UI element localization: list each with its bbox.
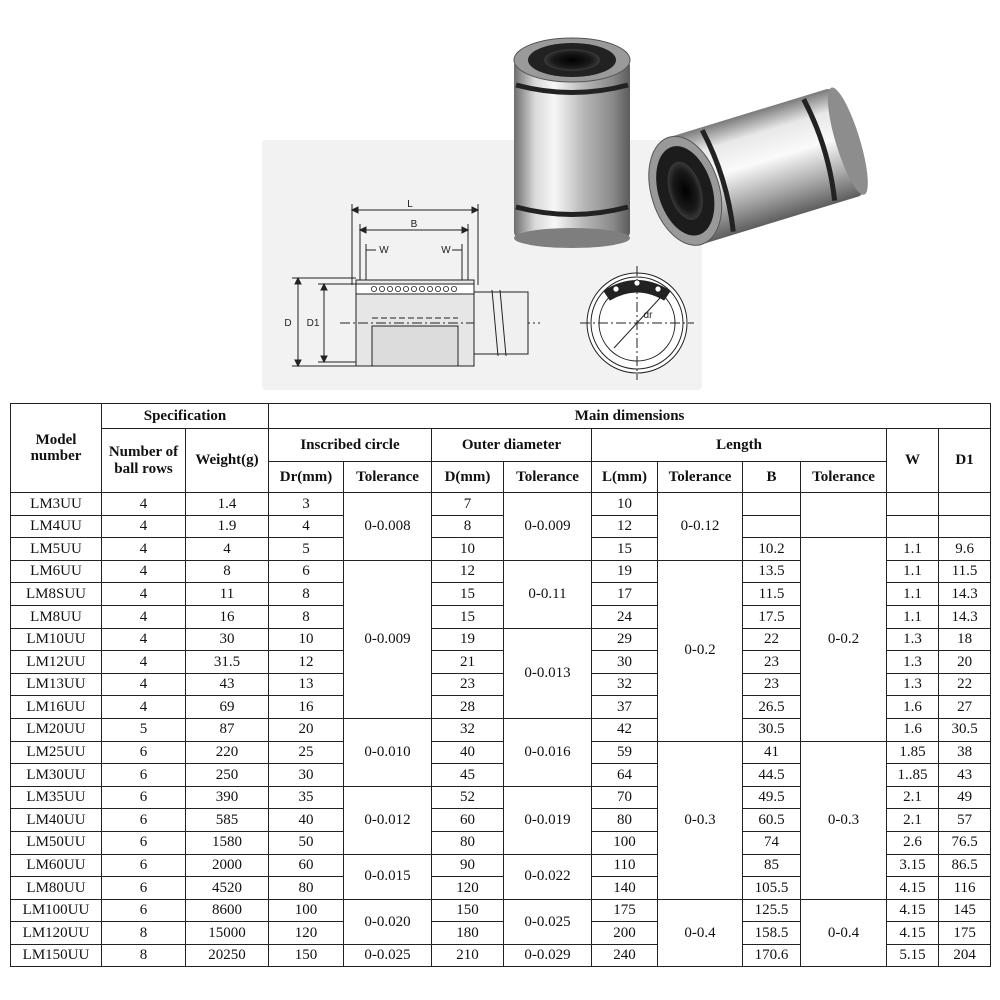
dim-label-w-right: W bbox=[441, 245, 451, 256]
cell-d-tolerance: 0-0.022 bbox=[504, 854, 592, 899]
cell-ball-rows: 6 bbox=[102, 854, 186, 877]
cell-model: LM4UU bbox=[11, 515, 102, 538]
cell-dr: 120 bbox=[269, 922, 344, 945]
cell-l: 200 bbox=[592, 922, 658, 945]
cell-l: 100 bbox=[592, 831, 658, 854]
cell-model: LM50UU bbox=[11, 831, 102, 854]
cell-l: 140 bbox=[592, 877, 658, 900]
cell-dr: 12 bbox=[269, 651, 344, 674]
cell-model: LM3UU bbox=[11, 493, 102, 516]
cell-w bbox=[887, 493, 939, 516]
cell-weight: 585 bbox=[186, 809, 269, 832]
cell-ball-rows: 6 bbox=[102, 899, 186, 922]
cell-l: 30 bbox=[592, 651, 658, 674]
cell-model: LM8SUU bbox=[11, 583, 102, 606]
cell-w: 1.1 bbox=[887, 538, 939, 561]
cell-model: LM150UU bbox=[11, 944, 102, 967]
cell-ball-rows: 4 bbox=[102, 673, 186, 696]
cell-d-tolerance: 0-0.009 bbox=[504, 493, 592, 561]
cell-d1: 175 bbox=[939, 922, 991, 945]
cell-d: 150 bbox=[432, 899, 504, 922]
cell-dr: 5 bbox=[269, 538, 344, 561]
cell-dr: 8 bbox=[269, 605, 344, 628]
product-illustration bbox=[0, 0, 1000, 400]
cell-dr: 150 bbox=[269, 944, 344, 967]
cell-d1 bbox=[939, 493, 991, 516]
cell-b: 158.5 bbox=[743, 922, 801, 945]
cell-l-tolerance: 0-0.3 bbox=[658, 741, 743, 899]
cell-d: 23 bbox=[432, 673, 504, 696]
cell-weight: 220 bbox=[186, 741, 269, 764]
cell-d: 180 bbox=[432, 922, 504, 945]
cell-l: 42 bbox=[592, 718, 658, 741]
cell-d: 80 bbox=[432, 831, 504, 854]
cell-d-tolerance: 0-0.11 bbox=[504, 560, 592, 628]
cell-d1: 9.6 bbox=[939, 538, 991, 561]
cell-dr: 6 bbox=[269, 560, 344, 583]
table-row bbox=[11, 899, 991, 922]
cell-b-tolerance: 0-0.3 bbox=[801, 741, 887, 899]
cell-weight: 250 bbox=[186, 764, 269, 787]
cell-b-tolerance: 0-0.4 bbox=[801, 899, 887, 967]
header-b: B bbox=[743, 462, 801, 493]
cell-dr: 50 bbox=[269, 831, 344, 854]
cell-model: LM16UU bbox=[11, 696, 102, 719]
cell-ball-rows: 4 bbox=[102, 560, 186, 583]
cell-d: 15 bbox=[432, 583, 504, 606]
cell-ball-rows: 6 bbox=[102, 877, 186, 900]
cell-dr: 8 bbox=[269, 583, 344, 606]
cell-d1: 76.5 bbox=[939, 831, 991, 854]
header-ball-rows: Number of ball rows bbox=[102, 429, 186, 493]
cell-model: LM40UU bbox=[11, 809, 102, 832]
cell-ball-rows: 4 bbox=[102, 493, 186, 516]
cell-b: 41 bbox=[743, 741, 801, 764]
cell-ball-rows: 6 bbox=[102, 809, 186, 832]
cell-weight: 390 bbox=[186, 786, 269, 809]
cell-d: 21 bbox=[432, 651, 504, 674]
cell-w: 4.15 bbox=[887, 899, 939, 922]
dim-label-w-left: W bbox=[379, 245, 389, 256]
cell-model: LM8UU bbox=[11, 605, 102, 628]
cell-w: 1.1 bbox=[887, 560, 939, 583]
spec-table bbox=[10, 403, 991, 967]
cell-b: 44.5 bbox=[743, 764, 801, 787]
cell-weight: 1.9 bbox=[186, 515, 269, 538]
cell-d1: 86.5 bbox=[939, 854, 991, 877]
cell-l-tolerance: 0-0.4 bbox=[658, 899, 743, 967]
cell-dr-tolerance: 0-0.009 bbox=[344, 560, 432, 718]
cell-b: 49.5 bbox=[743, 786, 801, 809]
cell-dr: 20 bbox=[269, 718, 344, 741]
cell-l: 70 bbox=[592, 786, 658, 809]
cell-d1: 18 bbox=[939, 628, 991, 651]
cell-w: 1.3 bbox=[887, 673, 939, 696]
cell-d-tolerance: 0-0.013 bbox=[504, 628, 592, 718]
cell-d1: 20 bbox=[939, 651, 991, 674]
cell-d: 60 bbox=[432, 809, 504, 832]
cell-dr: 10 bbox=[269, 628, 344, 651]
cell-d: 210 bbox=[432, 944, 504, 967]
cell-l: 10 bbox=[592, 493, 658, 516]
cell-dr: 16 bbox=[269, 696, 344, 719]
cell-d1: 30.5 bbox=[939, 718, 991, 741]
header-model-number: Model number bbox=[11, 404, 102, 493]
cell-model: LM5UU bbox=[11, 538, 102, 561]
cell-b-tolerance: 0-0.2 bbox=[801, 538, 887, 741]
cell-ball-rows: 4 bbox=[102, 583, 186, 606]
cell-b: 23 bbox=[743, 673, 801, 696]
cell-d: 32 bbox=[432, 718, 504, 741]
cell-ball-rows: 4 bbox=[102, 515, 186, 538]
cell-weight: 8600 bbox=[186, 899, 269, 922]
cell-b: 26.5 bbox=[743, 696, 801, 719]
cell-ball-rows: 6 bbox=[102, 786, 186, 809]
cell-ball-rows: 4 bbox=[102, 696, 186, 719]
cell-d: 8 bbox=[432, 515, 504, 538]
cell-ball-rows: 6 bbox=[102, 764, 186, 787]
cell-model: LM35UU bbox=[11, 786, 102, 809]
cell-dr-tolerance: 0-0.020 bbox=[344, 899, 432, 944]
cell-dr: 40 bbox=[269, 809, 344, 832]
cell-b-tolerance bbox=[801, 493, 887, 538]
cell-dr: 3 bbox=[269, 493, 344, 516]
header-d1: D1 bbox=[939, 429, 991, 493]
cell-d1: 204 bbox=[939, 944, 991, 967]
header-dr-tolerance: Tolerance bbox=[344, 462, 432, 493]
cell-w: 1.6 bbox=[887, 718, 939, 741]
cell-l: 240 bbox=[592, 944, 658, 967]
cell-d: 40 bbox=[432, 741, 504, 764]
cell-dr: 4 bbox=[269, 515, 344, 538]
cell-b bbox=[743, 515, 801, 538]
cell-dr-tolerance: 0-0.010 bbox=[344, 718, 432, 786]
cell-d: 19 bbox=[432, 628, 504, 651]
cell-dr: 60 bbox=[269, 854, 344, 877]
cell-model: LM13UU bbox=[11, 673, 102, 696]
header-weight: Weight(g) bbox=[186, 429, 269, 493]
cell-w: 1.1 bbox=[887, 605, 939, 628]
cell-b bbox=[743, 493, 801, 516]
cell-model: LM20UU bbox=[11, 718, 102, 741]
cell-w: 2.1 bbox=[887, 786, 939, 809]
cell-dr: 25 bbox=[269, 741, 344, 764]
cell-d-tolerance: 0-0.029 bbox=[504, 944, 592, 967]
cell-d1: 27 bbox=[939, 696, 991, 719]
cell-d-tolerance: 0-0.016 bbox=[504, 718, 592, 786]
cell-model: LM25UU bbox=[11, 741, 102, 764]
cell-b: 22 bbox=[743, 628, 801, 651]
cell-d: 120 bbox=[432, 877, 504, 900]
cell-dr-tolerance: 0-0.012 bbox=[344, 786, 432, 854]
cell-d1: 14.3 bbox=[939, 583, 991, 606]
cell-l: 17 bbox=[592, 583, 658, 606]
cell-w: 1.85 bbox=[887, 741, 939, 764]
cell-dr: 35 bbox=[269, 786, 344, 809]
cell-b: 11.5 bbox=[743, 583, 801, 606]
cell-l: 15 bbox=[592, 538, 658, 561]
cell-ball-rows: 4 bbox=[102, 628, 186, 651]
cell-d1: 22 bbox=[939, 673, 991, 696]
cell-ball-rows: 6 bbox=[102, 831, 186, 854]
header-outer-diameter: Outer diameter bbox=[432, 429, 592, 462]
cell-w: 3.15 bbox=[887, 854, 939, 877]
cell-w: 1..85 bbox=[887, 764, 939, 787]
cell-d-tolerance: 0-0.025 bbox=[504, 899, 592, 944]
cell-ball-rows: 4 bbox=[102, 651, 186, 674]
dim-label-b: B bbox=[410, 219, 418, 230]
cell-weight: 43 bbox=[186, 673, 269, 696]
cell-model: LM6UU bbox=[11, 560, 102, 583]
cell-b: 85 bbox=[743, 854, 801, 877]
cell-model: LM30UU bbox=[11, 764, 102, 787]
header-d-tolerance: Tolerance bbox=[504, 462, 592, 493]
cell-weight: 11 bbox=[186, 583, 269, 606]
cell-b: 74 bbox=[743, 831, 801, 854]
cell-d1: 11.5 bbox=[939, 560, 991, 583]
cell-d1: 49 bbox=[939, 786, 991, 809]
dim-label-l: L bbox=[407, 199, 413, 210]
cell-d: 10 bbox=[432, 538, 504, 561]
header-main-dimensions: Main dimensions bbox=[269, 404, 991, 429]
cell-dr-tolerance: 0-0.025 bbox=[344, 944, 432, 967]
bearing-photo-upright bbox=[514, 38, 630, 248]
cell-b: 125.5 bbox=[743, 899, 801, 922]
cell-d1 bbox=[939, 515, 991, 538]
cell-l: 64 bbox=[592, 764, 658, 787]
cell-model: LM120UU bbox=[11, 922, 102, 945]
cell-model: LM100UU bbox=[11, 899, 102, 922]
dim-label-dr: dr bbox=[643, 310, 653, 321]
cell-d: 12 bbox=[432, 560, 504, 583]
cell-weight: 1.4 bbox=[186, 493, 269, 516]
dim-label-d1: D1 bbox=[306, 318, 320, 329]
cell-dr: 100 bbox=[269, 899, 344, 922]
spec-table-body bbox=[11, 493, 991, 967]
cell-w: 5.15 bbox=[887, 944, 939, 967]
cell-weight: 30 bbox=[186, 628, 269, 651]
cell-l: 59 bbox=[592, 741, 658, 764]
cell-l: 24 bbox=[592, 605, 658, 628]
cell-l: 29 bbox=[592, 628, 658, 651]
cell-w: 4.15 bbox=[887, 877, 939, 900]
cell-weight: 4520 bbox=[186, 877, 269, 900]
cell-w: 2.6 bbox=[887, 831, 939, 854]
header-length: Length bbox=[592, 429, 887, 462]
cell-d-tolerance: 0-0.019 bbox=[504, 786, 592, 854]
cell-b: 17.5 bbox=[743, 605, 801, 628]
cell-ball-rows: 6 bbox=[102, 741, 186, 764]
cell-d: 90 bbox=[432, 854, 504, 877]
cell-weight: 15000 bbox=[186, 922, 269, 945]
cell-weight: 2000 bbox=[186, 854, 269, 877]
cell-ball-rows: 8 bbox=[102, 944, 186, 967]
cell-d: 52 bbox=[432, 786, 504, 809]
cell-b: 30.5 bbox=[743, 718, 801, 741]
cell-b: 105.5 bbox=[743, 877, 801, 900]
cell-weight: 4 bbox=[186, 538, 269, 561]
cell-weight: 87 bbox=[186, 718, 269, 741]
bearing-illustration-svg bbox=[0, 0, 1000, 400]
cell-model: LM60UU bbox=[11, 854, 102, 877]
cell-weight: 20250 bbox=[186, 944, 269, 967]
cell-b: 170.6 bbox=[743, 944, 801, 967]
cell-l: 175 bbox=[592, 899, 658, 922]
cell-w: 2.1 bbox=[887, 809, 939, 832]
cell-l-tolerance: 0-0.2 bbox=[658, 560, 743, 741]
cell-d: 28 bbox=[432, 696, 504, 719]
cell-l: 12 bbox=[592, 515, 658, 538]
cell-weight: 1580 bbox=[186, 831, 269, 854]
cell-l: 80 bbox=[592, 809, 658, 832]
cell-model: LM12UU bbox=[11, 651, 102, 674]
cell-d1: 38 bbox=[939, 741, 991, 764]
cell-d1: 116 bbox=[939, 877, 991, 900]
cell-d1: 43 bbox=[939, 764, 991, 787]
dim-label-d: D bbox=[284, 318, 292, 329]
cell-d1: 57 bbox=[939, 809, 991, 832]
cell-ball-rows: 4 bbox=[102, 538, 186, 561]
cell-l-tolerance: 0-0.12 bbox=[658, 493, 743, 561]
cell-l: 19 bbox=[592, 560, 658, 583]
cell-d: 45 bbox=[432, 764, 504, 787]
cell-w: 1.3 bbox=[887, 651, 939, 674]
cell-dr: 30 bbox=[269, 764, 344, 787]
cell-l: 37 bbox=[592, 696, 658, 719]
cell-weight: 69 bbox=[186, 696, 269, 719]
cell-ball-rows: 4 bbox=[102, 605, 186, 628]
header-specification: Specification bbox=[102, 404, 269, 429]
cell-w: 1.1 bbox=[887, 583, 939, 606]
cell-w: 1.3 bbox=[887, 628, 939, 651]
cell-l: 110 bbox=[592, 854, 658, 877]
cell-ball-rows: 5 bbox=[102, 718, 186, 741]
table-row bbox=[11, 493, 991, 516]
header-inscribed-circle: Inscribed circle bbox=[269, 429, 432, 462]
cell-dr: 13 bbox=[269, 673, 344, 696]
cell-model: LM10UU bbox=[11, 628, 102, 651]
cell-dr-tolerance: 0-0.008 bbox=[344, 493, 432, 561]
cell-weight: 8 bbox=[186, 560, 269, 583]
cell-d: 15 bbox=[432, 605, 504, 628]
cell-d1: 145 bbox=[939, 899, 991, 922]
cell-w bbox=[887, 515, 939, 538]
cell-b: 23 bbox=[743, 651, 801, 674]
cell-ball-rows: 8 bbox=[102, 922, 186, 945]
cell-model: LM80UU bbox=[11, 877, 102, 900]
cell-b: 10.2 bbox=[743, 538, 801, 561]
cell-b: 60.5 bbox=[743, 809, 801, 832]
table-row bbox=[11, 538, 991, 561]
cell-weight: 31.5 bbox=[186, 651, 269, 674]
header-l: L(mm) bbox=[592, 462, 658, 493]
cell-w: 4.15 bbox=[887, 922, 939, 945]
bearing-photo-lying bbox=[636, 84, 875, 254]
cell-weight: 16 bbox=[186, 605, 269, 628]
cell-dr: 80 bbox=[269, 877, 344, 900]
header-b-tolerance: Tolerance bbox=[801, 462, 887, 493]
cell-b: 13.5 bbox=[743, 560, 801, 583]
cell-w: 1.6 bbox=[887, 696, 939, 719]
header-l-tolerance: Tolerance bbox=[658, 462, 743, 493]
table-row bbox=[11, 741, 991, 764]
header-dr: Dr(mm) bbox=[269, 462, 344, 493]
header-d: D(mm) bbox=[432, 462, 504, 493]
cell-d1: 14.3 bbox=[939, 605, 991, 628]
cell-dr-tolerance: 0-0.015 bbox=[344, 854, 432, 899]
ball-row bbox=[371, 286, 456, 291]
cell-l: 32 bbox=[592, 673, 658, 696]
cell-d: 7 bbox=[432, 493, 504, 516]
header-w: W bbox=[887, 429, 939, 493]
